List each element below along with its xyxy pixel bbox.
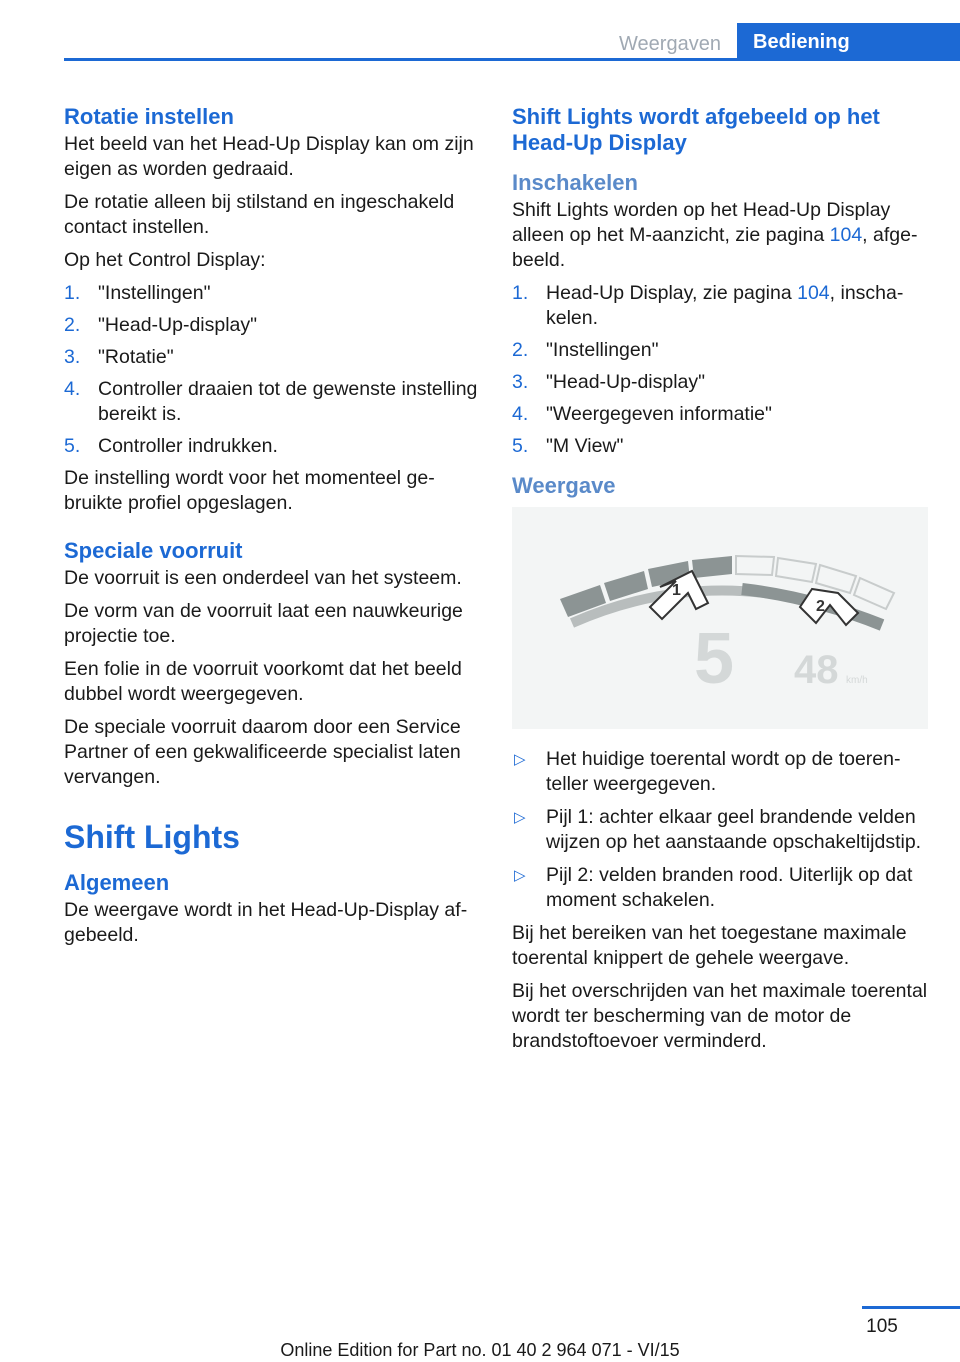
paragraph: De speciale voorruit daarom door een Service Partner of een gekwalificeerde specialist laten vervangen. bbox=[64, 716, 461, 788]
list-item bbox=[512, 434, 932, 459]
paragraph: De voorruit is een onderdeel van het systeem. bbox=[64, 567, 462, 589]
list-item bbox=[64, 281, 482, 306]
list-item bbox=[512, 281, 932, 331]
heading-rotatie: Rotatie instellen bbox=[64, 104, 234, 129]
page-link[interactable]: 104 bbox=[797, 282, 830, 304]
heading-algemeen: Algemeen bbox=[64, 870, 170, 895]
heading-weergave: Weergave bbox=[512, 473, 616, 498]
triangle-bullet-icon: ▷ bbox=[514, 867, 526, 884]
paragraph bbox=[512, 198, 932, 273]
step-text: "Weergegeven informatie" bbox=[546, 403, 772, 425]
heading-voorruit: Speciale voorruit bbox=[64, 538, 243, 563]
steps-list bbox=[512, 281, 932, 459]
rpm-segment-lit bbox=[692, 556, 732, 578]
step-number: 3. bbox=[64, 346, 81, 368]
step-number: 5. bbox=[64, 435, 81, 457]
step-number: 4. bbox=[512, 403, 529, 425]
page-number: 105 bbox=[866, 1316, 898, 1337]
speed-value: 48 bbox=[794, 648, 839, 692]
arrow-2-icon bbox=[800, 589, 858, 625]
list-item bbox=[512, 370, 932, 395]
paragraph: De weergave wordt in het Head-Up-Display afgebeeld. bbox=[64, 899, 468, 946]
heading-shift-lights: Shift Lights bbox=[64, 819, 240, 855]
text: Shift Lights worden op het Head-Up Display alleen op het M-aanzicht, zie pagina bbox=[512, 199, 891, 246]
left-column bbox=[64, 104, 482, 956]
paragraph: Bij het overschrijden van het maximale toerental wordt ter bescherming van de motor de brandstoftoevoer verminderd. bbox=[512, 980, 928, 1052]
list-item bbox=[512, 863, 932, 913]
arrow-1-label: 1 bbox=[672, 582, 681, 599]
heading-inschakelen: Inschakelen bbox=[512, 170, 638, 195]
bullet-text: Pijl 1: achter elkaar geel brandende velden wijzen op het aanstaande opschakeltijdstip. bbox=[546, 806, 922, 853]
rpm-segment bbox=[776, 558, 816, 582]
tab-bediening[interactable]: Bediening bbox=[737, 23, 960, 61]
list-item bbox=[512, 747, 932, 797]
bullet-text: Pijl 2: velden branden rood. Uiterlijk op dat moment schakelen. bbox=[546, 864, 913, 911]
page-link[interactable]: 104 bbox=[829, 224, 863, 246]
paragraph: Op het Control Display: bbox=[64, 249, 266, 271]
triangle-bullet-icon: ▷ bbox=[514, 751, 526, 768]
step-number: 5. bbox=[512, 435, 529, 457]
step-text: , inschakelen. bbox=[546, 282, 904, 329]
step-text: "Head-Up-display" bbox=[546, 371, 706, 393]
step-text: "Instellingen" bbox=[546, 339, 659, 361]
paragraph: De rotatie alleen bij stilstand en ingeschakeld contact instellen. bbox=[64, 191, 455, 238]
step-number: 3. bbox=[512, 371, 529, 393]
paragraph: Het beeld van het Head-Up Display kan om zijn eigen as worden gedraaid. bbox=[64, 133, 474, 180]
step-number: 4. bbox=[64, 378, 81, 400]
footer-rule bbox=[862, 1306, 960, 1309]
step-number: 2. bbox=[512, 339, 529, 361]
header-rule bbox=[64, 58, 960, 61]
text: , afgebeeld. bbox=[512, 224, 918, 271]
list-item bbox=[64, 345, 482, 370]
step-text: "M View" bbox=[546, 435, 624, 457]
edition-note: Online Edition for Part no. 01 40 2 964 071 - VI/15 bbox=[280, 1340, 680, 1360]
shift-lights-figure bbox=[512, 507, 928, 729]
paragraph: De instelling wordt voor het momenteel gebruikte profiel opgeslagen. bbox=[64, 467, 435, 514]
gear-indicator: 5 bbox=[694, 619, 735, 699]
list-item bbox=[512, 805, 932, 855]
list-item bbox=[512, 338, 932, 363]
paragraph: De vorm van de voorruit laat een nauwkeurige projectie toe. bbox=[64, 600, 463, 647]
rpm-segment bbox=[736, 556, 774, 575]
triangle-bullet-icon: ▷ bbox=[514, 809, 526, 826]
paragraph: Bij het bereiken van het toegestane maximale toerental knippert de gehele weergave. bbox=[512, 922, 907, 969]
tab-weergaven[interactable]: Weergaven bbox=[619, 33, 721, 55]
paragraph: Een folie in de voorruit voorkomt dat het beeld dubbel wordt weergegeven. bbox=[64, 658, 462, 705]
speed-unit: km/h bbox=[846, 675, 868, 686]
steps-list bbox=[64, 281, 482, 459]
step-number: 1. bbox=[64, 282, 81, 304]
step-text: "Instellingen" bbox=[98, 282, 211, 304]
arrow-2-label: 2 bbox=[816, 598, 825, 615]
heading-section: Shift Lights wordt afgebeeld op het Head-Up Display bbox=[512, 104, 880, 155]
step-number: 1. bbox=[512, 282, 529, 304]
step-text: "Rotatie" bbox=[98, 346, 174, 368]
list-item bbox=[512, 402, 932, 427]
rpm-segment bbox=[816, 565, 856, 593]
step-text: Controller indrukken. bbox=[98, 435, 278, 457]
rpm-segment bbox=[854, 578, 894, 609]
list-item bbox=[64, 313, 482, 338]
bullet-text: Het huidige toerental wordt op de toerenteller weergegeven. bbox=[546, 748, 901, 795]
step-number: 2. bbox=[64, 314, 81, 336]
list-item bbox=[64, 377, 482, 427]
list-item bbox=[64, 434, 482, 459]
step-text: Controller draaien tot de gewenste instelling bereikt is. bbox=[98, 378, 478, 425]
step-text: Head-Up Display, zie pagina bbox=[546, 282, 798, 304]
right-column bbox=[512, 104, 932, 1062]
bullet-list bbox=[512, 747, 932, 913]
step-text: "Head-Up-display" bbox=[98, 314, 258, 336]
